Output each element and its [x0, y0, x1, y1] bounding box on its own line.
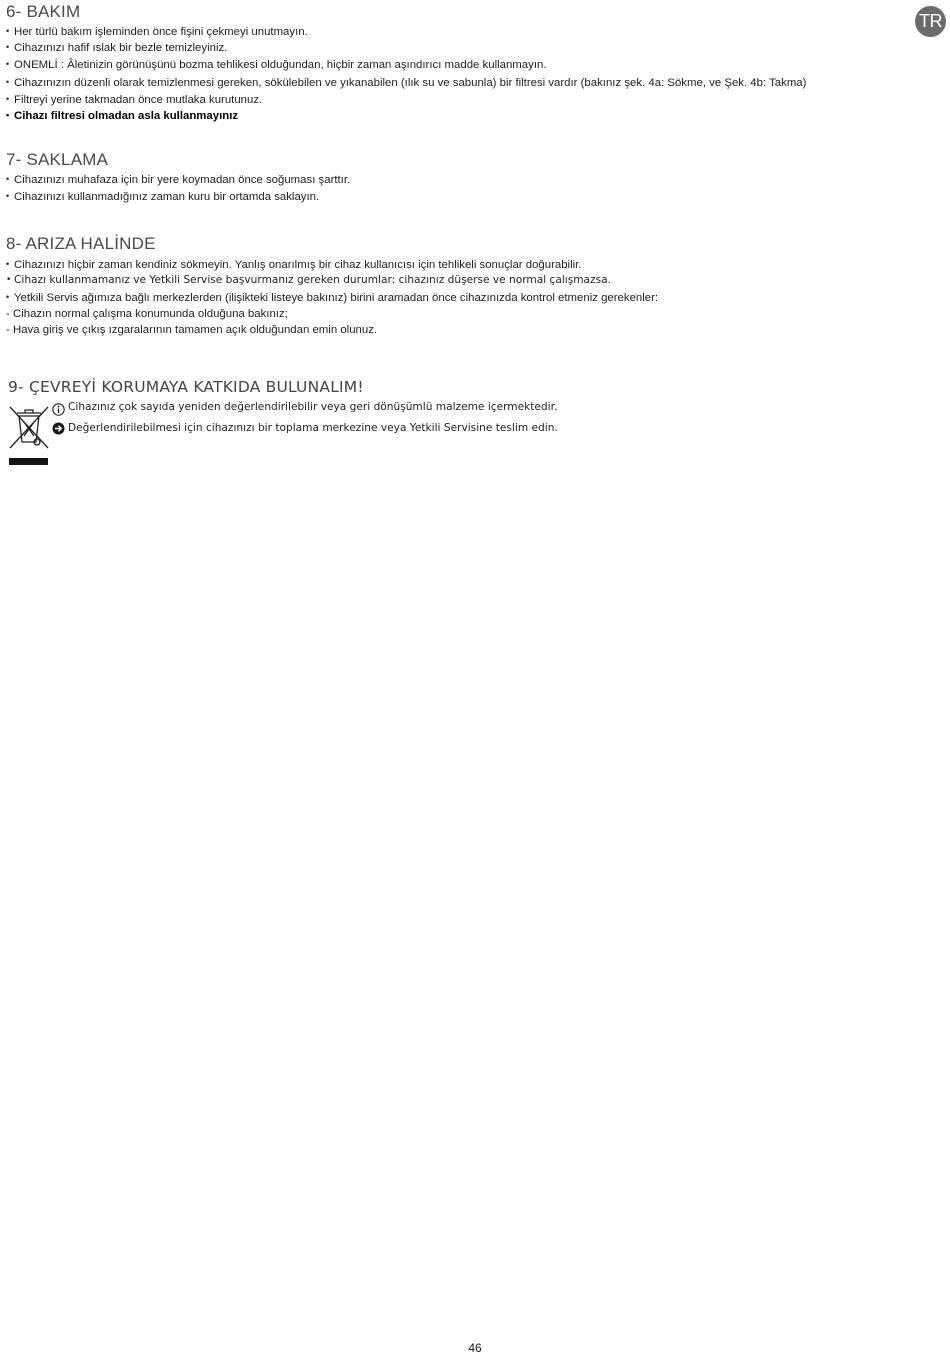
list-item: • Cihazı kullanmamanız ve Yetkili Servise başvurmanız gereken durumlar: cihazınız düşerse ve normal çalışmazsa. — [6, 274, 611, 286]
section-title-maintenance: 6- BAKIM — [6, 2, 81, 21]
check-item-text: Hava giriş ve çıkış ızgaralarının tamamen açık olduğundan emin olunuz. — [13, 324, 378, 336]
check-item: - Hava giriş ve çıkış ızgaralarının tamamen açık olduğundan emin olunuz. — [6, 324, 378, 336]
arrow-circle-icon — [52, 422, 65, 435]
list-item-text: Cihazı kullanmamanız ve Yetkili Servise başvurmanız gereken durumlar: cihazınız düşerse ve normal çalışmazsa. — [14, 274, 611, 286]
crossed-out-wheelie-bin-icon — [8, 404, 50, 468]
environment-info-text: Cihazınız çok sayıda yeniden değerlendirilebilir veya geri dönüşümlü malzeme içermektedir. — [68, 401, 558, 413]
section-title-environment: 9- ÇEVREYİ KORUMAYA KATKIDA BULUNALIM! — [8, 378, 364, 396]
list-item-warning: • Cihazı filtresi olmadan asla kullanmayınız — [6, 110, 239, 122]
list-item: • Cihazınızı kullanmadığınız zaman kuru bir ortamda saklayın. — [6, 191, 320, 203]
info-circle-icon — [52, 403, 65, 416]
environment-action-text: Değerlendirilebilmesi için cihazınızı bir toplama merkezine veya Yetkili Servisine teslim edin. — [68, 422, 558, 434]
section-title-storage: 7- SAKLAMA — [6, 150, 109, 169]
list-item: • Filtreyi yerine takmadan önce mutlaka kurutunuz. — [6, 94, 263, 106]
list-item-text: Cihazınızı hafif ıslak bir bezle temizleyiniz. — [14, 42, 228, 54]
list-item: • Cihazınızı hafif ıslak bir bezle temizleyiniz. — [6, 42, 228, 54]
list-item: • Cihazınızı muhafaza için bir yere koymadan önce soğuması şarttır. — [6, 174, 351, 186]
list-item: • Yetkili Servis ağımıza bağlı merkezlerden (ilişikteki listeye bakınız) birini aramadan önce cihazınızda kontrol etmeniz gerekenler: — [6, 292, 659, 304]
list-item-text: ONEMLİ : Âletinizin görünüşünü bozma tehlikesi olduğundan, hiçbir zaman aşındırıcı madde kullanmayın. — [14, 59, 547, 71]
page-number: 46 — [468, 1341, 482, 1355]
list-item: • Cihazınızın düzenli olarak temizlenmesi gereken, sökülebilen ve yıkanabilen (ılık su ve sabunla) bir filtresi vardır (bakınız şek. 4a: Sökme, ve Şek. 4b: Takma) — [6, 77, 807, 89]
list-item-text: Cihazınızı hiçbir zaman kendiniz sökmeyin. Yanlış onarılmış bir cihaz kullanıcısı için tehlikeli sonuçlar doğurabilir. — [14, 259, 582, 271]
list-item-text: Her türlü bakım işleminden önce fişini çekmeyi unutmayın. — [14, 26, 308, 38]
list-item-text: Cihazı filtresi olmadan asla kullanmayınız — [14, 110, 239, 122]
list-item-text: Yetkili Servis ağımıza bağlı merkezlerden (ilişikteki listeye bakınız) birini aramadan önce cihazınızda kontrol etmeniz gerekenler: — [14, 292, 659, 304]
list-item-text: Filtreyi yerine takmadan önce mutlaka kurutunuz. — [14, 94, 263, 106]
list-item-text: Cihazınızı muhafaza için bir yere koymadan önce soğuması şarttır. — [14, 174, 351, 186]
list-item: • Cihazınızı hiçbir zaman kendiniz sökmeyin. Yanlış onarılmış bir cihaz kullanıcısı için tehlikeli sonuçlar doğurabilir. — [6, 259, 582, 271]
list-item: • Her türlü bakım işleminden önce fişini çekmeyi unutmayın. — [6, 26, 308, 38]
list-item-text: Cihazınızın düzenli olarak temizlenmesi gereken, sökülebilen ve yıkanabilen (ılık su ve sabunla) bir filtresi vardır (bakınız şek. 4a: Sökme, ve Şek. 4b: Takma) — [14, 77, 807, 89]
check-item-text: Cihazın normal çalışma konumunda olduğuna bakınız; — [13, 308, 288, 320]
list-item: • ONEMLİ : Âletinizin görünüşünü bozma tehlikesi olduğundan, hiçbir zaman aşındırıcı madde kullanmayın. — [6, 59, 547, 71]
list-item-text: Cihazınızı kullanmadığınız zaman kuru bir ortamda saklayın. — [14, 191, 320, 203]
language-badge: TR — [915, 6, 946, 37]
check-item: - Cihazın normal çalışma konumunda olduğuna bakınız; — [6, 308, 288, 320]
section-title-malfunction: 8- ARIZA HALİNDE — [6, 234, 156, 253]
